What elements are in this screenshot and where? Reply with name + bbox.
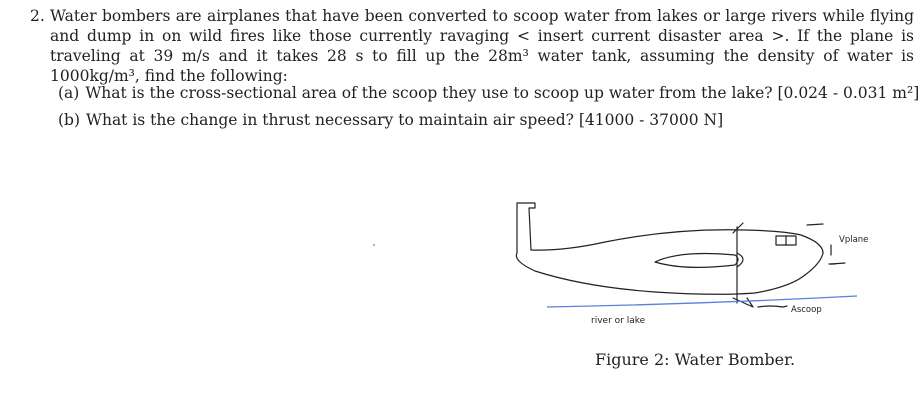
problem-statement [30, 6, 914, 86]
wing [655, 254, 738, 268]
part-b-text: What is the change in thrust necessary to maintain air speed? [41000 - 37000 N] [86, 111, 724, 129]
velocity-label: Vplane [839, 235, 869, 245]
stray-dot [373, 244, 375, 246]
part-a-label: (a) [58, 84, 80, 102]
scoop-label: Ascoop [791, 305, 822, 315]
water-bomber-sketch [505, 195, 869, 330]
tail-fin [517, 203, 535, 253]
figure-caption: Figure 2: Water Bomber. [595, 350, 796, 369]
part-b [58, 107, 919, 134]
water-bomber-figure [505, 195, 869, 330]
fuselage-bottom [516, 253, 823, 294]
part-a-text: What is the cross-sectional area of the scoop they use to scoop up water from the lake? [0.024 - 0.031 m²] [85, 84, 920, 102]
scoop-pointer [758, 306, 787, 307]
fuselage-top [531, 230, 823, 253]
part-b-label: (b) [58, 111, 81, 129]
part-a [58, 80, 919, 107]
problem-number: 2. [30, 7, 45, 25]
problem-parts [58, 80, 919, 134]
problem-text: Water bombers are airplanes that have been converted to scoop water from lakes or large rivers while flying and dump in on wild fires like those currently ravaging < insert current disaster area >. If the plane is traveling at 39 m/s and it takes 28 s to fill up the 28m³ water tank, assuming the density of water is 1000kg/m³, find the following: [50, 7, 914, 85]
velocity-arrow-top [807, 224, 823, 225]
water-label: river or lake [591, 316, 646, 326]
scoop [733, 298, 753, 307]
